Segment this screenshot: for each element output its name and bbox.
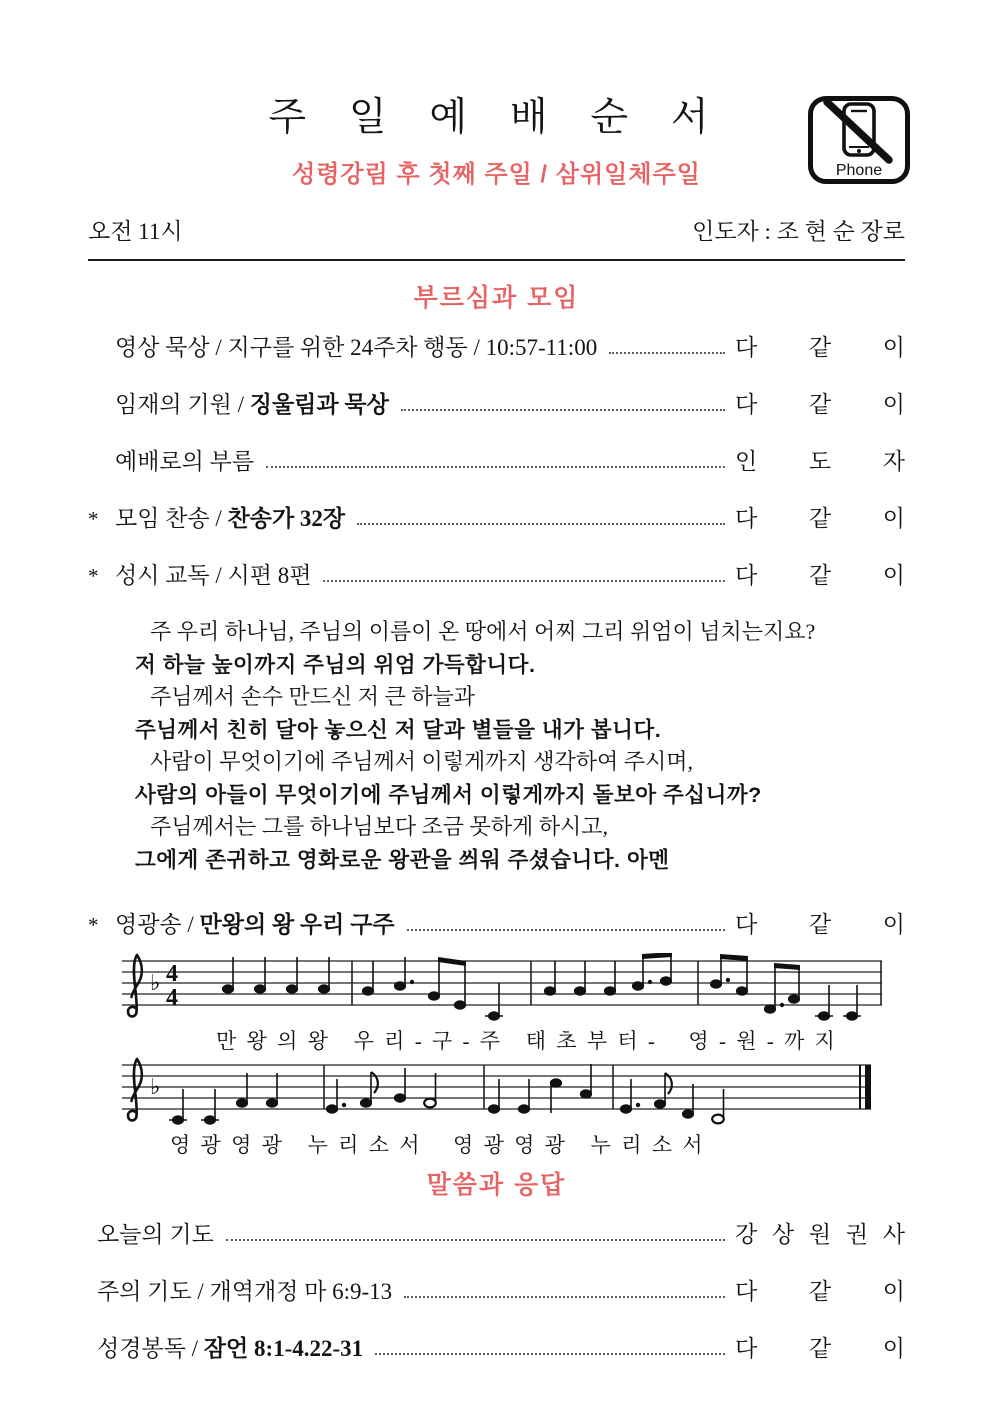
no-phone-icon — [808, 96, 910, 184]
gloria-score — [120, 953, 892, 1159]
order-item-responsive-reading — [88, 557, 905, 590]
item-assignee: 다 같 이 — [735, 506, 905, 531]
psalm-reading-block — [135, 616, 905, 876]
order-item-lords-prayer — [88, 1273, 905, 1306]
phone-home-button — [857, 149, 861, 153]
service-info-row — [88, 213, 905, 246]
order-item-gloria — [88, 906, 905, 939]
asterisk-mark: * — [88, 507, 99, 531]
dotted-leader — [266, 466, 725, 468]
order-item-todays-prayer — [88, 1216, 905, 1249]
item-assignee: 다 같 이 — [735, 1279, 905, 1304]
item-label — [115, 329, 597, 362]
psalm-line-bold: 주님께서 친히 달아 놓으신 저 달과 별들을 내가 봅니다. — [135, 717, 662, 742]
music-staff-2 — [122, 1059, 871, 1124]
final-barline-thick — [865, 1065, 871, 1109]
item-label-bold: 징울림과 묵상 — [249, 392, 389, 417]
item-label — [115, 500, 345, 533]
page-title: 주 일 예 배 순 서 — [268, 96, 725, 139]
item-label-text: 임재의 기원 / — [115, 392, 250, 417]
item-label-text: 예배로의 부름 — [115, 449, 255, 474]
page-subtitle: 성령강림 후 첫째 주일 / 삼위일체주일 — [292, 161, 701, 188]
item-assignee: 인 도 자 — [735, 449, 905, 474]
item-label — [115, 443, 254, 476]
item-label-text: 성시 교독 / 시편 8편 — [115, 563, 312, 588]
item-label — [97, 1330, 363, 1363]
item-label-text: 영광송 / — [115, 912, 200, 937]
item-assignee: 다 같 이 — [735, 563, 905, 588]
order-item-invocation — [88, 386, 905, 419]
music-staff-1 — [122, 961, 882, 1005]
item-assignee: 다 같 이 — [735, 1336, 905, 1361]
dotted-leader — [375, 1353, 725, 1355]
psalm-line: 주 우리 하나님, 주님의 이름이 온 땅에서 어찌 그리 위엄이 넘치는지요? — [150, 619, 816, 644]
psalm-line: 주님께서 손수 만드신 저 큰 하늘과 — [150, 684, 476, 709]
dotted-leader — [323, 580, 725, 582]
item-label-text: 주의 기도 / 개역개정 마 6:9-13 — [97, 1279, 393, 1304]
key-flat-sign: ♭ — [150, 970, 161, 995]
score-lyrics-line-1: 만 왕 의 왕 우 리 - 구 - 주 태 초 부 터 - 영 - 원 - 까 지 — [216, 1029, 838, 1053]
psalm-line-bold: 저 하늘 높이까지 주님의 위엄 가득합니다. — [135, 652, 536, 677]
no-phone-icon-graphic — [813, 101, 905, 179]
time-signature-top: 4 — [166, 961, 178, 987]
item-label — [97, 1273, 392, 1306]
service-time: 오전 11시 — [88, 219, 183, 244]
dotted-leader — [609, 352, 725, 354]
dotted-leader — [226, 1239, 725, 1241]
score-lyrics-line-2: 영 광 영 광 누 리 소 서 영 광 영 광 누 리 소 서 — [170, 1133, 706, 1157]
psalm-line: 사람이 무엇이기에 주님께서 이렇게까지 생각하여 주시며, — [150, 749, 694, 774]
dotted-leader — [407, 929, 725, 931]
order-item-video-meditation — [88, 329, 905, 362]
item-assignee: 다 같 이 — [735, 392, 905, 417]
item-label-text: 영상 묵상 / 지구를 위한 24주차 행동 / 10:57-11:00 — [115, 335, 598, 360]
item-label-bold: 잠언 8:1-4.22-31 — [203, 1336, 364, 1361]
asterisk-mark: * — [88, 913, 99, 937]
dotted-leader — [401, 409, 725, 411]
item-assignee: 강 상 원 권 사 — [735, 1222, 905, 1247]
item-label-bold: 만왕의 왕 우리 구주 — [199, 912, 395, 937]
psalm-line-bold: 사람의 아들이 무엇이기에 주님께서 이렇게까지 돌보아 주십니까? — [135, 782, 762, 807]
psalm-line-bold: 그에게 존귀하고 영화로운 왕관을 씌워 주셨습니다. 아멘 — [135, 847, 670, 872]
dotted-leader — [404, 1296, 725, 1298]
header-divider — [88, 259, 905, 261]
section-heading-calling: 부르심과 모임 — [413, 284, 580, 312]
item-label-text: 오늘의 기도 — [97, 1222, 214, 1247]
service-leader: 인도자 : 조 현 순 장로 — [692, 219, 905, 244]
item-label — [115, 557, 311, 590]
time-signature-bottom: 4 — [166, 985, 178, 1011]
item-label-bold: 찬송가 32장 — [227, 506, 346, 531]
order-item-gathering-hymn — [88, 500, 905, 533]
dotted-leader — [357, 523, 725, 525]
key-flat-sign: ♭ — [150, 1074, 161, 1099]
item-label — [115, 386, 389, 419]
asterisk-mark: * — [88, 564, 99, 588]
psalm-line: 주님께서는 그를 하나님보다 조금 못하게 하시고, — [150, 814, 609, 839]
section-heading-word-response: 말씀과 응답 — [426, 1171, 567, 1199]
staff-1-notes — [222, 953, 861, 1020]
item-label-text: 모임 찬송 / — [115, 506, 228, 531]
treble-clef-icon — [128, 1059, 142, 1120]
item-label — [115, 906, 395, 939]
item-assignee: 다 같 이 — [735, 912, 905, 937]
treble-clef-icon — [128, 955, 142, 1016]
order-item-call-to-worship — [88, 443, 905, 476]
item-label — [97, 1216, 214, 1249]
item-assignee: 다 같 이 — [735, 335, 905, 360]
staff-2-notes — [169, 1064, 724, 1124]
phone-icon-label: Phone — [835, 162, 883, 179]
order-item-scripture-reading — [88, 1330, 905, 1363]
item-label-text: 성경봉독 / — [97, 1336, 204, 1361]
